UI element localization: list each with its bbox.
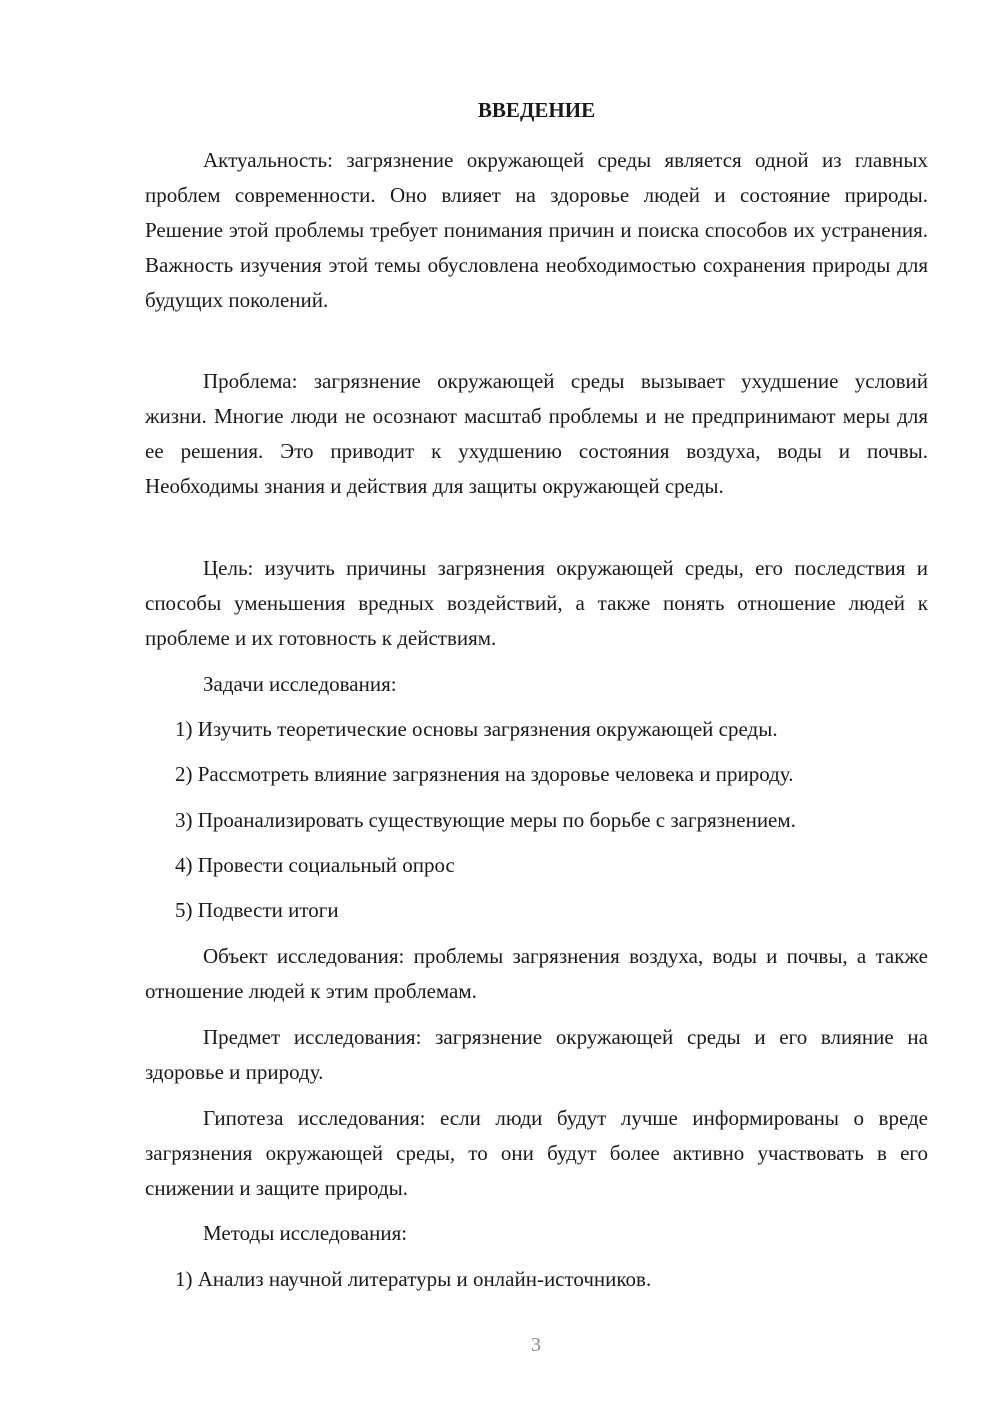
object-paragraph: Объект исследования: проблемы загрязнения воздуха, воды и почвы, а также отношение людей к этим проблемам. <box>145 944 928 1003</box>
task-item: 3) Проанализировать существующие меры по борьбе с загрязнением. <box>175 808 796 832</box>
task-item: 2) Рассмотреть влияние загрязнения на здоровье человека и природу. <box>175 762 794 786</box>
relevance-paragraph: Актуальность: загрязнение окружающей среды является одной из главных проблем современности. Оно влияет на здоровье людей и состояние природы. Решение этой проблемы требует понимания причин и поиска способов их устранения. Важность изучения этой темы обусловлена необходимостью сохранения природы для будущих поколений. <box>145 148 928 312</box>
task-item: 1) Изучить теоретические основы загрязнения окружающей среды. <box>175 717 778 741</box>
hypothesis-paragraph: Гипотеза исследования: если люди будут лучше информированы о вреде загрязнения окружающей среды, то они будут более активно участвовать в его снижении и защите природы. <box>145 1106 928 1200</box>
goal-paragraph: Цель: изучить причины загрязнения окружающей среды, его последствия и способы уменьшения вредных воздействий, а также понять отношение людей к проблеме и их готовность к действиям. <box>145 556 928 650</box>
task-item: 4) Провести социальный опрос <box>175 853 455 877</box>
methods-heading: Методы исследования: <box>203 1221 408 1245</box>
tasks-heading: Задачи исследования: <box>203 672 397 696</box>
task-item: 5) Подвести итоги <box>175 898 339 922</box>
page-title: ВВЕДЕНИЕ <box>477 98 596 122</box>
page-number: 3 <box>531 1334 541 1356</box>
method-item: 1) Анализ научной литературы и онлайн-источников. <box>175 1267 652 1291</box>
problem-paragraph: Проблема: загрязнение окружающей среды вызывает ухудшение условий жизни. Многие люди не осознают масштаб проблемы и не предпринимают меры для ее решения. Это приводит к ухудшению состояния воздуха, воды и почвы. Необходимы знания и действия для защиты окружающей среды. <box>145 369 928 498</box>
subject-paragraph: Предмет исследования: загрязнение окружающей среды и его влияние на здоровье и природу. <box>145 1025 928 1084</box>
